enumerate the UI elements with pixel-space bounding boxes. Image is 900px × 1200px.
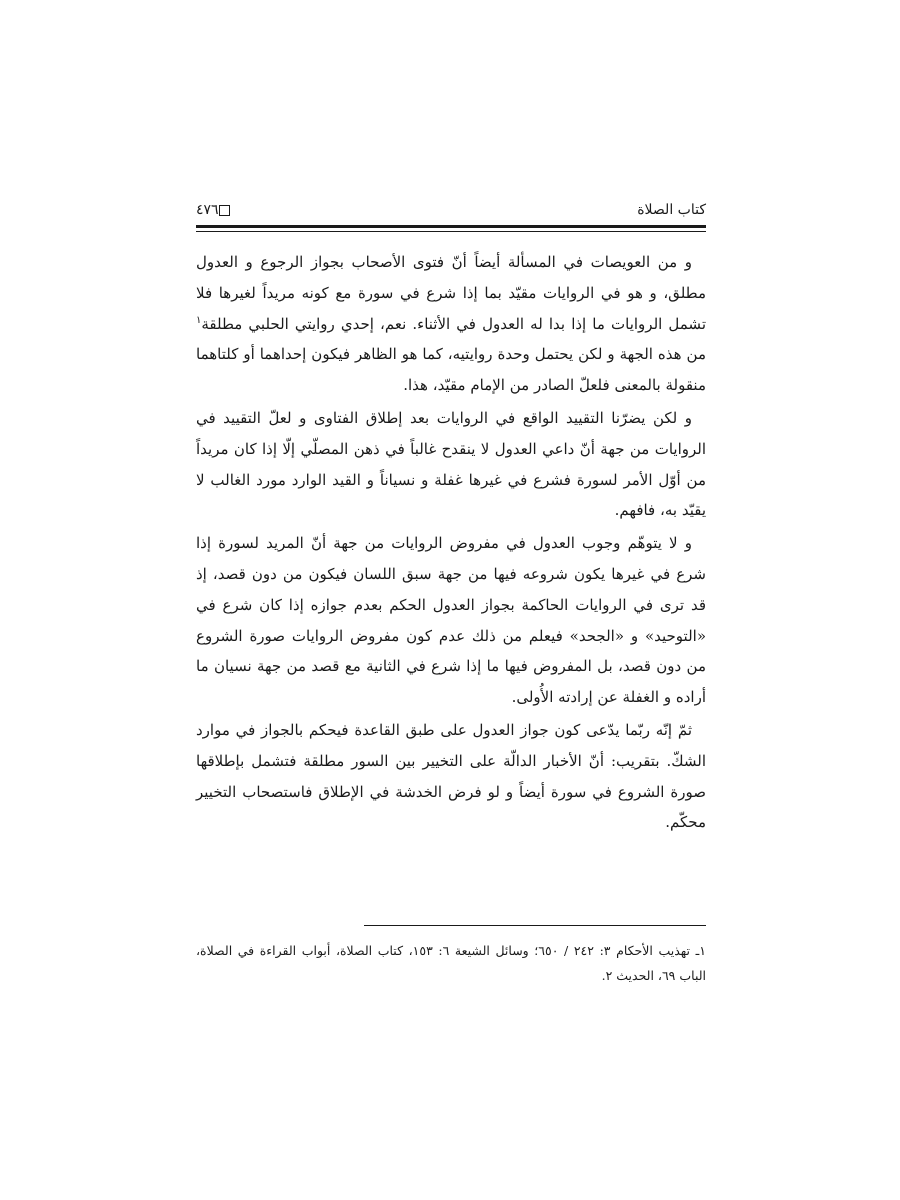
footnote-ref[interactable]: ١ — [196, 314, 202, 326]
page-number — [196, 200, 235, 220]
paragraph-1 — [196, 247, 706, 401]
header-rule-thick — [196, 225, 706, 228]
footnote: ١ـ تهذيب الأحكام ٣: ٢٤٢ / ٦٥٠؛ وسائل الشيعة ٦: ١٥٣، كتاب الصلاة، أبواب القراءة في الصلاة، الباب ٦٩، الحديث ٢. — [196, 943, 706, 983]
paragraph-4: ثمّ إنّه ربّما يدّعى كون جواز العدول على طبق القاعدة فيحكم بالجواز في موارد الشكّ. بتقريب: أنّ الأخبار الدالّة على التخيير بين السور مطلقة فتشمل بإطلاقها صورة الشروع في سورة أيضاً و لو فرض الخدشة في الإطلاق فاستصحاب التخيير محكّم. — [196, 720, 706, 832]
body-text — [196, 247, 706, 838]
book-page — [196, 200, 706, 983]
paragraph-1-text-a: و من العويصات في المسألة أيضاً أنّ فتوى الأصحاب بجواز الرجوع و العدول مطلق، و هو في الروايات مقيّد بما إذا شرع في سورة مع كونه مريداً لغيرها فلا تشمل الروايات ما إذا بدا له العدول في الأثناء. نعم، إحدي روايتي الحلبي مطلقة — [196, 253, 706, 333]
running-header — [196, 200, 706, 224]
footnote-rule — [364, 925, 706, 926]
paragraph-2: و لكن يضرّنا التقييد الواقع في الروايات بعد إطلاق الفتاوى و لعلّ التقييد في الروايات من جهة أنّ داعي العدول لا ينقدح غالباً في ذهن المصلّي إلّا إذا كان مريداً من أوّل الأمر لسورة فشرع في غيرها غفلة و نسياناً و القيد الوارد مورد الغالب لا يقيّد به، فافهم. — [196, 408, 706, 520]
header-rule-thin — [196, 231, 706, 232]
paragraph-3: و لا يتوهّم وجوب العدول في مفروض الروايات من جهة أنّ المريد لسورة إذا شرع في غيرها يكون شروعه فيها من جهة سبق اللسان فيكون من دون قصد، إذ قد ترى في الروايات الحاكمة بجواز العدول الحكم بعدم جوازه إذا كان شرع في «التوحيد» و «الجحد» فيعلم من ذلك عدم كون مفروض الروايات صورة الشروع من دون قصد، بل المفروض فيها ما إذا شرع في الثانية مع قصد من جهة نسيان ما أراده و الغفلة عن إرادته الأُولى. — [196, 534, 706, 707]
paragraph-1-text-b: من هذه الجهة و لكن يحتمل وحدة روايتيه، كما هو الظاهر فيكون إحداهما أو كلتاهما منقولة بالمعنى فلعلّ الصادر من الإمام مقيّد، هذا. — [196, 345, 706, 395]
page-number-text: ٤٧٦ — [196, 202, 219, 218]
square-icon — [219, 205, 230, 216]
header-title: كتاب الصلاة — [637, 202, 706, 218]
